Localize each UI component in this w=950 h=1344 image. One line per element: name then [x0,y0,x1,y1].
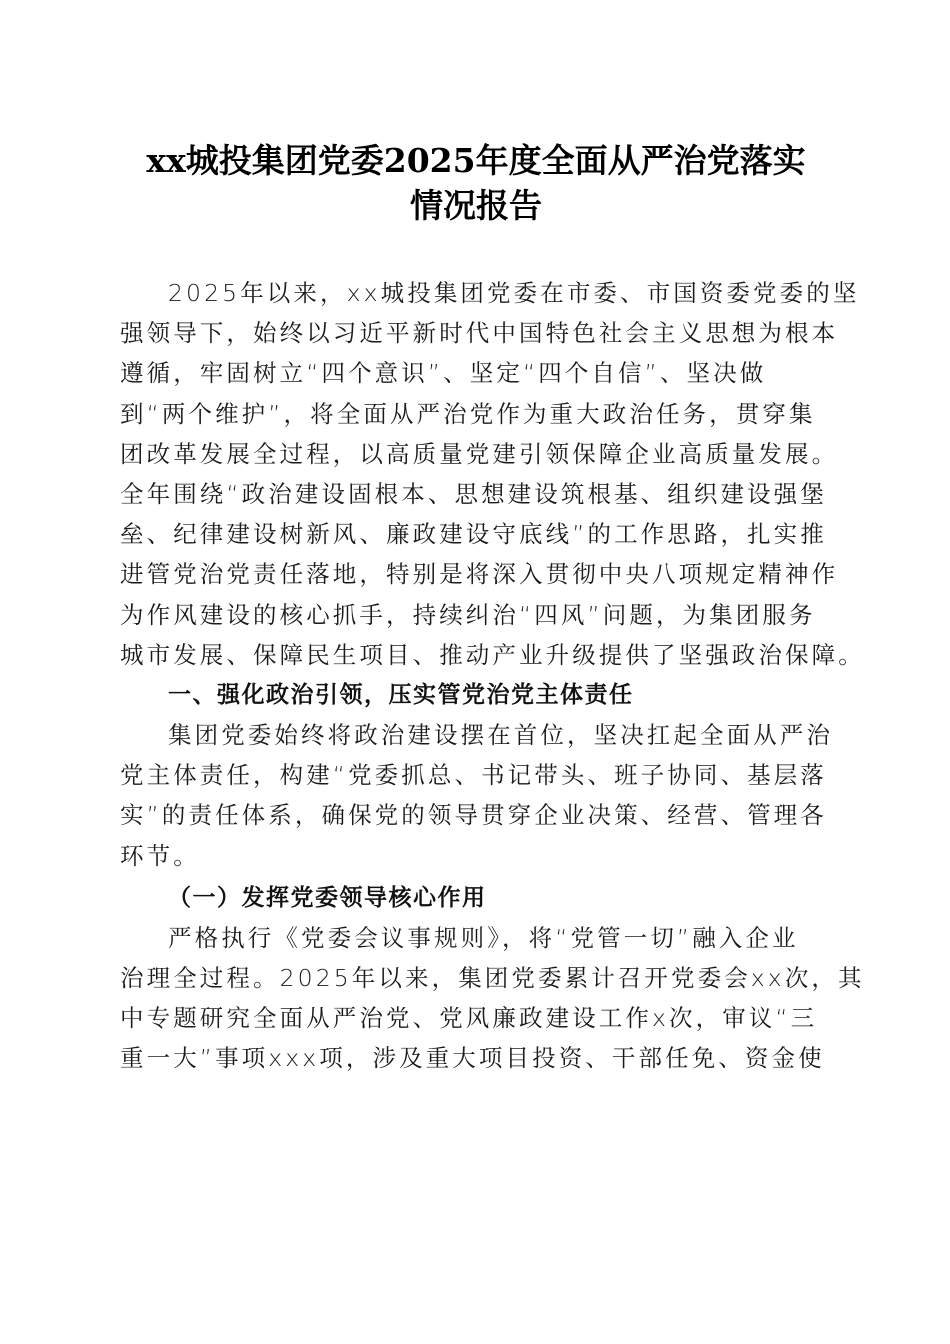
document-title [120,138,832,228]
text-line: 中专题研究全面从严治党、党风廉政建设工作x次，审议“三 [120,1004,818,1033]
text-line: 进管党治党责任落地，特别是将深入贯彻中央八项规定精神作 [120,560,839,589]
text-line: 团改革发展全过程，以高质量党建引领保障企业高质量发展。 [120,439,839,468]
text-line: 全年围绕“政治建设固根本、思想建设筑根基、组织建设强堡 [120,480,827,509]
section-1-heading: 一、强化政治引领，压实管党治党主体责任 [168,682,634,709]
text-line: 治理全过程。2025年以来，集团党委累计召开党委会xx次，其 [120,964,865,993]
subsection-1-heading: （一）发挥党委领导核心作用 [168,884,487,911]
subsection-1-paragraph [120,918,865,1079]
text-line: 环节。 [120,841,200,870]
title-line-1: xx城投集团党委2025年度全面从严治党落实 [146,141,806,180]
text-line: 为作风建设的核心抓手，持续纠治“四风”问题，为集团服务 [120,600,816,629]
text-line: 强领导下，始终以习近平新时代中国特色社会主义思想为根本 [120,319,839,348]
title-line-2: 情况报告 [410,186,542,225]
text-line: 集团党委始终将政治建设摆在首位，坚决扛起全面从严治 [168,721,833,750]
intro-paragraph [120,273,865,675]
text-line: 到“两个维护”，将全面从严治党作为重大政治任务，贯穿集 [120,399,816,428]
text-line: 垒、纪律建设树新风、廉政建设守底线”的工作思路，扎实推 [120,520,827,549]
document-page [120,138,865,1079]
text-line: 严格执行《党委会议事规则》，将“党管一切”融入企业 [168,923,799,952]
text-line: 党主体责任，构建“党委抓总、书记带头、班子协同、基层落 [120,761,827,790]
text-line: 城市发展、保障民生项目、推动产业升级提供了坚强政治保障。 [120,640,865,669]
text-line: 实”的责任体系，确保党的领导贯穿企业决策、经营、管理各 [120,801,827,830]
text-line: 重一大”事项xxx项，涉及重大项目投资、干部任免、资金使 [120,1044,825,1073]
text-line: 2025年以来，xx城投集团党委在市委、市国资委党委的坚 [168,279,860,307]
section-1-paragraph [120,715,832,876]
document-body [120,273,865,1079]
text-line: 遵循，牢固树立“四个意识”、坚定“四个自信”、坚决做 [120,359,767,388]
